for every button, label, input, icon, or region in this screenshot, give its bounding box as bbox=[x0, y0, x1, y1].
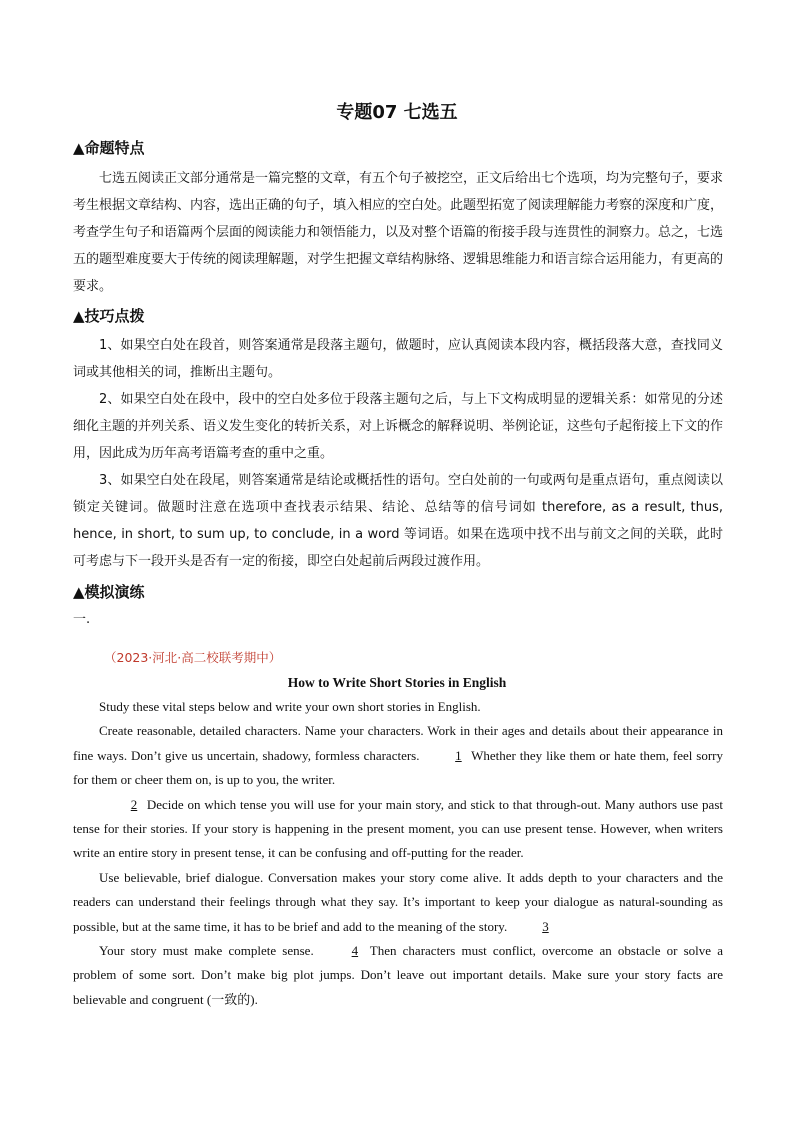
page-title: 专题07 七选五 bbox=[336, 102, 458, 123]
section-heading-features: ▲命题特点 bbox=[73, 139, 145, 157]
answer-blank[interactable]: 4 bbox=[351, 943, 359, 959]
passage-paragraph bbox=[73, 939, 723, 1012]
passage-text: Use believable, brief dialogue. Conversation makes your story come alive. It adds depth to your characters and the readers can understand their feelings through what they say. It’s important to keep your dialogue as natural-sounding as possible, but at the same time, it has to be brief and add to the meaning of the story. bbox=[73, 869, 723, 934]
answer-blank[interactable]: 2 bbox=[130, 796, 138, 812]
answer-blank[interactable]: 3 bbox=[542, 918, 549, 934]
exercise-source: （2023·河北·高二校联考期中） bbox=[104, 650, 282, 665]
section-heading-practice: ▲模拟演练 bbox=[73, 583, 145, 601]
features-text: 七选五阅读正文部分通常是一篇完整的文章，有五个句子被挖空，正文后给出七个选项，均为完整句子，要求考生根据文章结构、内容，选出正确的句子，填入相应的空白处。此题型拓宽了阅读理解能力考察的深度和广度，考查学生句子和语篇两个层面的阅读能力和领悟能力，以及对整个语篇的衔接手段与连贯性的洞察力。总之，七选五的题型难度要大于传统的阅读理解题，对学生把握文章结构脉络、逻辑思维能力和语言综合运用能力，有更高的要求。 bbox=[73, 171, 724, 294]
tip-item: 3、如果空白处在段尾，则答案通常是结论或概括性的语句。空白处前的一句或两句是重点语句，重点阅读以锁定关键词。做题时注意在选项中查找表示结果、结论、总结等的信号词如 therefore, as a result, thus, hence, in short, to sum up, to conclude, in a word 等词语。如果在选项中找不出与前文之间的关联，此时可考虑与下一段开头是否有一定的衔接，即空白处起前后两段过渡作用。 bbox=[73, 473, 723, 569]
tips-list bbox=[73, 332, 723, 575]
passage-paragraph bbox=[73, 719, 723, 792]
exercise-number: 一. bbox=[73, 612, 91, 627]
section-heading-tips: ▲技巧点拨 bbox=[73, 307, 145, 325]
passage-paragraph: Study these vital steps below and write your own short stories in English. bbox=[99, 699, 481, 714]
tip-item: 1、如果空白处在段首，则答案通常是段落主题句，做题时，应认真阅读本段内容，概括段落大意，查找同义词或其他相关的词，推断出主题句。 bbox=[73, 338, 723, 380]
passage-text: Whether they like them or hate them, feel sorry for them or cheer them on, is up to you, the writer. bbox=[73, 747, 723, 788]
passage-text: Decide on which tense you will use for your main story, and stick to that through-out. Many authors use past tense for their stories. If your story is happening in the present moment, you can use present tense. However, when writers write an entire story in present tense, it can be confusing and off-putting for the reader. bbox=[73, 796, 723, 861]
passage-text: Then characters must conflict, overcome an obstacle or solve a problem of some sort. Don’t make big plot jumps. Don’t leave out important details. Make sure your story facts are believable and congruent (一致的). bbox=[73, 943, 723, 1007]
passage-title: How to Write Short Stories in English bbox=[287, 675, 507, 690]
passage-paragraph bbox=[73, 866, 723, 939]
features-paragraph bbox=[73, 165, 723, 300]
tip-item: 2、如果空白处在段中，段中的空白处多位于段落主题句之后，与上下文构成明显的逻辑关系：如常见的分述细化主题的并列关系、语义发生变化的转折关系，对上诉概念的解释说明、举例论证，这些句子起衔接上下文的作用，因此成为历年高考语篇考查的重中之重。 bbox=[73, 392, 724, 461]
passage-text: Create reasonable, detailed characters. Name your characters. Work in their ages and details about their appearance in fine ways. Don’t give us uncertain, shadowy, formless characters. bbox=[73, 723, 723, 763]
passage-text: Your story must make complete sense. bbox=[99, 943, 320, 959]
answer-blank[interactable]: 1 bbox=[455, 747, 462, 763]
passage-body bbox=[73, 695, 723, 1012]
passage-paragraph bbox=[73, 793, 723, 866]
